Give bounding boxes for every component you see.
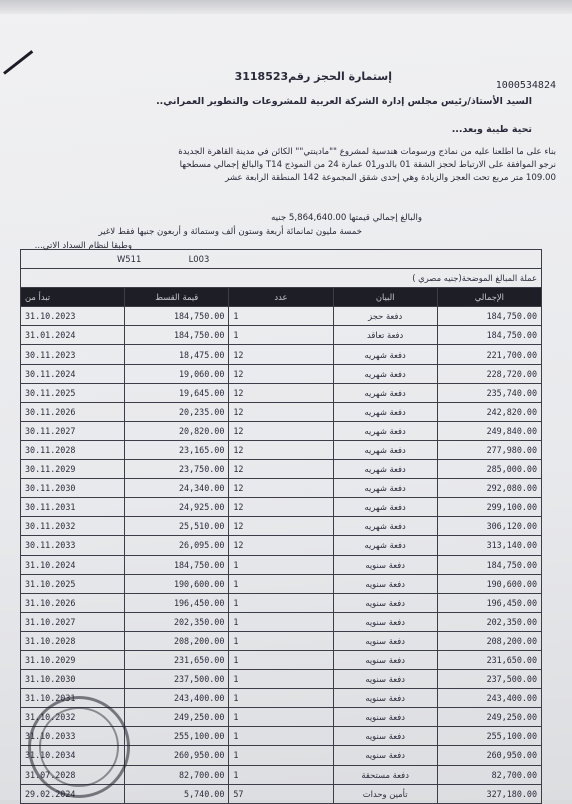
row-start-date: 30.11.2023 (21, 345, 125, 364)
row-description: دفعة سنويه (333, 555, 437, 574)
row-description: دفعة سنويه (333, 746, 437, 765)
row-description: دفعة شهريه (333, 383, 437, 402)
codes-row (21, 250, 542, 269)
row-description: دفعة شهريه (333, 440, 437, 459)
row-description: دفعة سنويه (333, 593, 437, 612)
row-start-date: 31.10.2029 (21, 650, 125, 669)
row-start-date: 30.11.2030 (21, 479, 125, 498)
code-l: L003 (188, 254, 210, 265)
row-count: 12 (229, 517, 333, 536)
table-row (21, 498, 542, 517)
row-start-date: 30.11.2024 (21, 364, 125, 383)
table-row (21, 631, 542, 650)
row-total: 196,450.00 (437, 593, 541, 612)
table-row (21, 307, 542, 326)
letter-line-2: نرجو الموافقة على الارتباط لحجز الشقة 01 بالدور01 عمارة 24 من النموذج T14 والبالغ إجمالي مسطحها (179, 160, 556, 170)
row-installment-value: 260,950.00 (125, 746, 229, 765)
currency-label: عملة المبالغ الموضحة(جنيه مصري ) (21, 269, 542, 288)
letter-line-3: 109.00 متر مربع تحت العجز والزيادة وهي إحدى شقق المجموعة 142 المنطقة الرابعة عشر (225, 173, 556, 183)
row-description: دفعة سنويه (333, 708, 437, 727)
row-description: دفعة شهريه (333, 517, 437, 536)
table-row (21, 555, 542, 574)
row-description: دفعة سنويه (333, 689, 437, 708)
row-installment-value: 184,750.00 (125, 307, 229, 326)
row-total: 313,140.00 (437, 536, 541, 555)
row-count: 1 (229, 670, 333, 689)
row-description: دفعة سنويه (333, 574, 437, 593)
row-count: 1 (229, 612, 333, 631)
row-count: 12 (229, 345, 333, 364)
row-description: دفعة شهريه (333, 498, 437, 517)
header-start-date: تبدأ من (21, 288, 125, 307)
row-count: 12 (229, 536, 333, 555)
row-total: 228,720.00 (437, 364, 541, 383)
row-start-date: 30.11.2027 (21, 421, 125, 440)
row-count: 12 (229, 440, 333, 459)
row-total: 190,600.00 (437, 574, 541, 593)
table-row (21, 440, 542, 459)
row-total: 243,400.00 (437, 689, 541, 708)
row-start-date: 31.10.2027 (21, 612, 125, 631)
row-count: 12 (229, 498, 333, 517)
row-description: دفعة شهريه (333, 345, 437, 364)
row-installment-value: 249,250.00 (125, 708, 229, 727)
row-start-date: 30.11.2029 (21, 460, 125, 479)
paper-fold (0, 0, 572, 14)
row-start-date: 31.10.2028 (21, 631, 125, 650)
row-start-date: 30.11.2026 (21, 402, 125, 421)
row-start-date: 31.10.2025 (21, 574, 125, 593)
table-row (21, 383, 542, 402)
row-installment-value: 19,645.00 (125, 383, 229, 402)
row-installment-value: 24,340.00 (125, 479, 229, 498)
row-total: 292,080.00 (437, 479, 541, 498)
row-installment-value: 82,700.00 (125, 765, 229, 784)
row-count: 57 (229, 784, 333, 803)
table-row (21, 402, 542, 421)
code-w: W511 (117, 254, 142, 265)
row-start-date: 31.07.2028 (21, 765, 125, 784)
row-description: دفعة شهريه (333, 364, 437, 383)
header-count: عدد (229, 288, 333, 307)
row-description: دفعة شهريه (333, 421, 437, 440)
letter-payment-intro: وطبقا لنظام السداد الاتي... (34, 241, 132, 251)
row-count: 1 (229, 555, 333, 574)
row-description: دفعة تعاقد (333, 326, 437, 345)
row-count: 12 (229, 383, 333, 402)
row-total: 235,740.00 (437, 383, 541, 402)
row-total: 82,700.00 (437, 765, 541, 784)
row-count: 1 (229, 689, 333, 708)
row-installment-value: 243,400.00 (125, 689, 229, 708)
table-row (21, 574, 542, 593)
table-row (21, 650, 542, 669)
row-installment-value: 23,165.00 (125, 440, 229, 459)
row-installment-value: 208,200.00 (125, 631, 229, 650)
row-start-date: 31.10.2030 (21, 670, 125, 689)
table-row (21, 612, 542, 631)
row-installment-value: 237,500.00 (125, 670, 229, 689)
row-start-date: 31.10.2023 (21, 307, 125, 326)
row-count: 12 (229, 364, 333, 383)
row-installment-value: 20,235.00 (125, 402, 229, 421)
row-description: دفعة مستحقة (333, 765, 437, 784)
row-count: 1 (229, 574, 333, 593)
document-number: 1000534824 (495, 80, 556, 91)
row-installment-value: 190,600.00 (125, 574, 229, 593)
row-description: دفعة شهريه (333, 536, 437, 555)
table-row (21, 326, 542, 345)
row-count: 12 (229, 421, 333, 440)
row-count: 1 (229, 650, 333, 669)
row-count: 1 (229, 746, 333, 765)
row-start-date: 31.10.2033 (21, 727, 125, 746)
row-description: تأمين وحدات (333, 784, 437, 803)
row-description: دفعة سنويه (333, 727, 437, 746)
row-total: 299,100.00 (437, 498, 541, 517)
row-count: 1 (229, 307, 333, 326)
table-row (21, 421, 542, 440)
row-description: دفعة سنويه (333, 612, 437, 631)
row-total: 242,820.00 (437, 402, 541, 421)
row-start-date: 30.11.2031 (21, 498, 125, 517)
row-installment-value: 196,450.00 (125, 593, 229, 612)
row-count: 1 (229, 631, 333, 650)
row-count: 1 (229, 326, 333, 345)
row-total: 202,350.00 (437, 612, 541, 631)
letter-addressee: السيد الأستاذ/رئيس مجلس إدارة الشركة العربية للمشروعات والتطوير العمراني.. (156, 96, 532, 107)
row-installment-value: 184,750.00 (125, 326, 229, 345)
table-row (21, 536, 542, 555)
row-total: 285,000.00 (437, 460, 541, 479)
currency-row (21, 269, 542, 288)
row-start-date: 31.10.2032 (21, 708, 125, 727)
row-installment-value: 23,750.00 (125, 460, 229, 479)
row-count: 12 (229, 402, 333, 421)
row-count: 1 (229, 593, 333, 612)
ink-stamp (28, 696, 130, 798)
row-description: دفعة شهريه (333, 479, 437, 498)
row-start-date: 31.10.2026 (21, 593, 125, 612)
header-description: البيان (333, 288, 437, 307)
table-row (21, 364, 542, 383)
row-description: دفعة شهريه (333, 402, 437, 421)
row-start-date: 30.11.2028 (21, 440, 125, 459)
row-installment-value: 202,350.00 (125, 612, 229, 631)
row-installment-value: 25,510.00 (125, 517, 229, 536)
row-installment-value: 19,060.00 (125, 364, 229, 383)
table-row (21, 517, 542, 536)
row-total: 237,500.00 (437, 670, 541, 689)
row-installment-value: 24,925.00 (125, 498, 229, 517)
row-total: 260,950.00 (437, 746, 541, 765)
table-row (21, 670, 542, 689)
table-row (21, 345, 542, 364)
table-header-row (21, 288, 542, 307)
row-total: 184,750.00 (437, 326, 541, 345)
row-installment-value: 231,650.00 (125, 650, 229, 669)
row-count: 12 (229, 479, 333, 498)
row-start-date: 31.01.2024 (21, 326, 125, 345)
row-start-date: 31.10.2031 (21, 689, 125, 708)
row-start-date: 30.11.2033 (21, 536, 125, 555)
table-row (21, 593, 542, 612)
row-installment-value: 20,820.00 (125, 421, 229, 440)
row-start-date: 29.02.2024 (21, 784, 125, 803)
row-installment-value: 26,095.00 (125, 536, 229, 555)
row-installment-value: 18,475.00 (125, 345, 229, 364)
row-description: دفعة سنويه (333, 650, 437, 669)
row-count: 1 (229, 708, 333, 727)
row-description: دفعة سنويه (333, 631, 437, 650)
row-start-date: 31.10.2034 (21, 746, 125, 765)
form-title: إستمارة الحجز رقم3118523 (234, 70, 392, 83)
row-total: 184,750.00 (437, 555, 541, 574)
table-row (21, 479, 542, 498)
row-installment-value: 184,750.00 (125, 555, 229, 574)
row-start-date: 30.11.2025 (21, 383, 125, 402)
row-total: 221,700.00 (437, 345, 541, 364)
pen-mark (3, 50, 33, 75)
row-installment-value: 255,100.00 (125, 727, 229, 746)
row-start-date: 31.10.2024 (21, 555, 125, 574)
row-total: 277,980.00 (437, 440, 541, 459)
row-installment-value: 5,740.00 (125, 784, 229, 803)
letter-total-words: خمسة مليون ثمانمائة أربعة وستون ألف وستمائة و أربعون جنيها فقط لاغير (98, 227, 362, 237)
row-count: 1 (229, 765, 333, 784)
row-count: 12 (229, 460, 333, 479)
row-total: 327,180.00 (437, 784, 541, 803)
row-description: دفعة شهريه (333, 460, 437, 479)
row-total: 184,750.00 (437, 307, 541, 326)
row-total: 249,250.00 (437, 708, 541, 727)
row-description: دفعة سنويه (333, 670, 437, 689)
row-total: 249,840.00 (437, 421, 541, 440)
row-total: 208,200.00 (437, 631, 541, 650)
header-installment-value: قيمة القسط (125, 288, 229, 307)
letter-line-1: بناء على ما اطلعنا عليه من نماذج ورسومات هندسية لمشروع ""مادينتي"" الكائن في مدينة القاهرة الجديدة (178, 147, 556, 157)
row-total: 231,650.00 (437, 650, 541, 669)
letter-total-value: والبالغ إجمالي قيمتها 5,864,640.00 جنيه (271, 213, 422, 223)
row-count: 1 (229, 727, 333, 746)
row-start-date: 30.11.2032 (21, 517, 125, 536)
table-row (21, 460, 542, 479)
letter-greeting: تحية طيبة وبعد... (451, 124, 532, 135)
row-description: دفعة حجز (333, 307, 437, 326)
header-total: الإجمالي (437, 288, 541, 307)
row-total: 306,120.00 (437, 517, 541, 536)
row-total: 255,100.00 (437, 727, 541, 746)
